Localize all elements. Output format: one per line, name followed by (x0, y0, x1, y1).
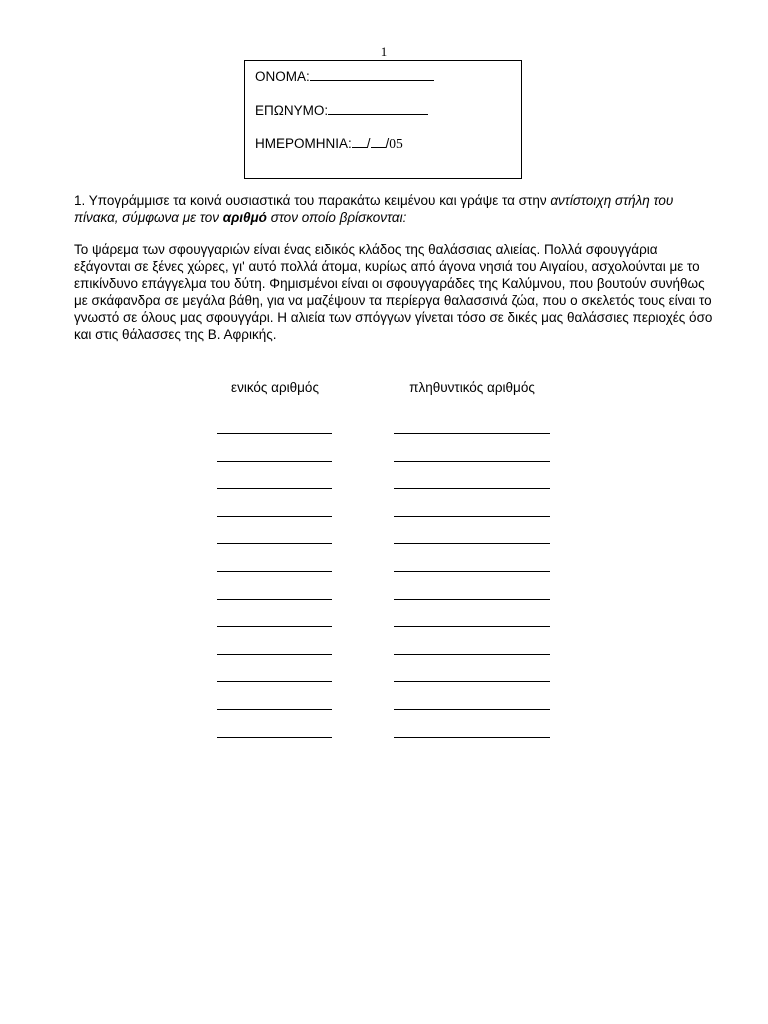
plural-answer-line[interactable] (394, 737, 550, 738)
plural-answer-line[interactable] (394, 681, 550, 682)
instruction-text: 1. Υπογράμμισε τα κοινά ουσιαστικά του παρακάτω κειμένου και γράψε τα στην (74, 193, 551, 208)
plural-answer-line[interactable] (394, 488, 550, 489)
singular-answer-line[interactable] (217, 681, 332, 682)
plural-answer-line[interactable] (394, 433, 550, 434)
singular-answer-line[interactable] (217, 433, 332, 434)
name-label: ΟΝΟΜΑ: (255, 69, 310, 84)
plural-answer-line[interactable] (394, 599, 550, 600)
plural-column-header: πληθυντικός αριθμός (409, 380, 535, 395)
plural-answer-line[interactable] (394, 543, 550, 544)
date-day-blank[interactable] (352, 134, 367, 148)
plural-answer-line[interactable] (394, 516, 550, 517)
instruction-bold-word: αριθμό (222, 210, 267, 225)
date-label: ΗΜΕΡΟΜΗΝΙΑ: (255, 136, 352, 151)
student-info-box (244, 60, 522, 179)
date-slash-1: / (366, 136, 371, 151)
singular-answer-line[interactable] (217, 488, 332, 489)
singular-answer-line[interactable] (217, 461, 332, 462)
singular-answer-line[interactable] (217, 543, 332, 544)
plural-answer-line[interactable] (394, 461, 550, 462)
name-blank[interactable] (310, 67, 434, 81)
instruction-italic-end: στον οποίο βρίσκονται: (266, 210, 407, 225)
surname-label: ΕΠΩΝΥΜΟ: (255, 103, 329, 118)
plural-answer-line[interactable] (394, 654, 550, 655)
instruction-italic-text: αντίστοιχη στήλη του πίνακα, σύμφωνα με τον (74, 193, 674, 225)
page-number: 1 (380, 44, 388, 59)
singular-answer-line[interactable] (217, 654, 332, 655)
exercise-instruction (74, 192, 714, 226)
plural-answer-line[interactable] (394, 571, 550, 572)
date-slash-2: / (385, 136, 390, 151)
date-month-blank[interactable] (371, 134, 386, 148)
date-year: 05 (389, 136, 403, 151)
name-row (255, 67, 434, 84)
singular-answer-line[interactable] (217, 516, 332, 517)
singular-column-header: ενικός αριθμός (231, 380, 319, 395)
exercise-passage: Το ψάρεμα των σφουγγαριών είναι ένας ειδικός κλάδος της θαλάσσιας αλιείας. Πολλά σφουγγάρια εξάγονται σε ξένες χώρες, γι' αυτό πολλά άτομα, κυρίως από άγονα νησιά του Αιγαίου, ασχολούνται με το επικίνδυνο επάγγελμα του δύτη. Φημισμένοι είναι οι σφουγγαράδες της Καλύμνου, που βουτούν συνήθως με σκάφανδρα σε μεγάλα βάθη, για να μαζέψουν τα περίεργα θαλασσινά ζώα, που ο σκελετός τους είναι το γνωστό σε όλους μας σφουγγάρι. Η αλιεία των σπόγγων γίνεται τόσο σε δικές μας θαλάσσιες περιοχές όσο και στις θάλασσες της Β. Αφρικής. (74, 242, 713, 342)
singular-answer-line[interactable] (217, 571, 332, 572)
plural-answer-line[interactable] (394, 626, 550, 627)
surname-row (255, 101, 428, 118)
surname-blank[interactable] (328, 101, 428, 115)
singular-answer-line[interactable] (217, 709, 332, 710)
plural-answer-line[interactable] (394, 709, 550, 710)
date-row (255, 134, 403, 152)
singular-answer-line[interactable] (217, 599, 332, 600)
singular-answer-line[interactable] (217, 626, 332, 627)
singular-answer-line[interactable] (217, 737, 332, 738)
